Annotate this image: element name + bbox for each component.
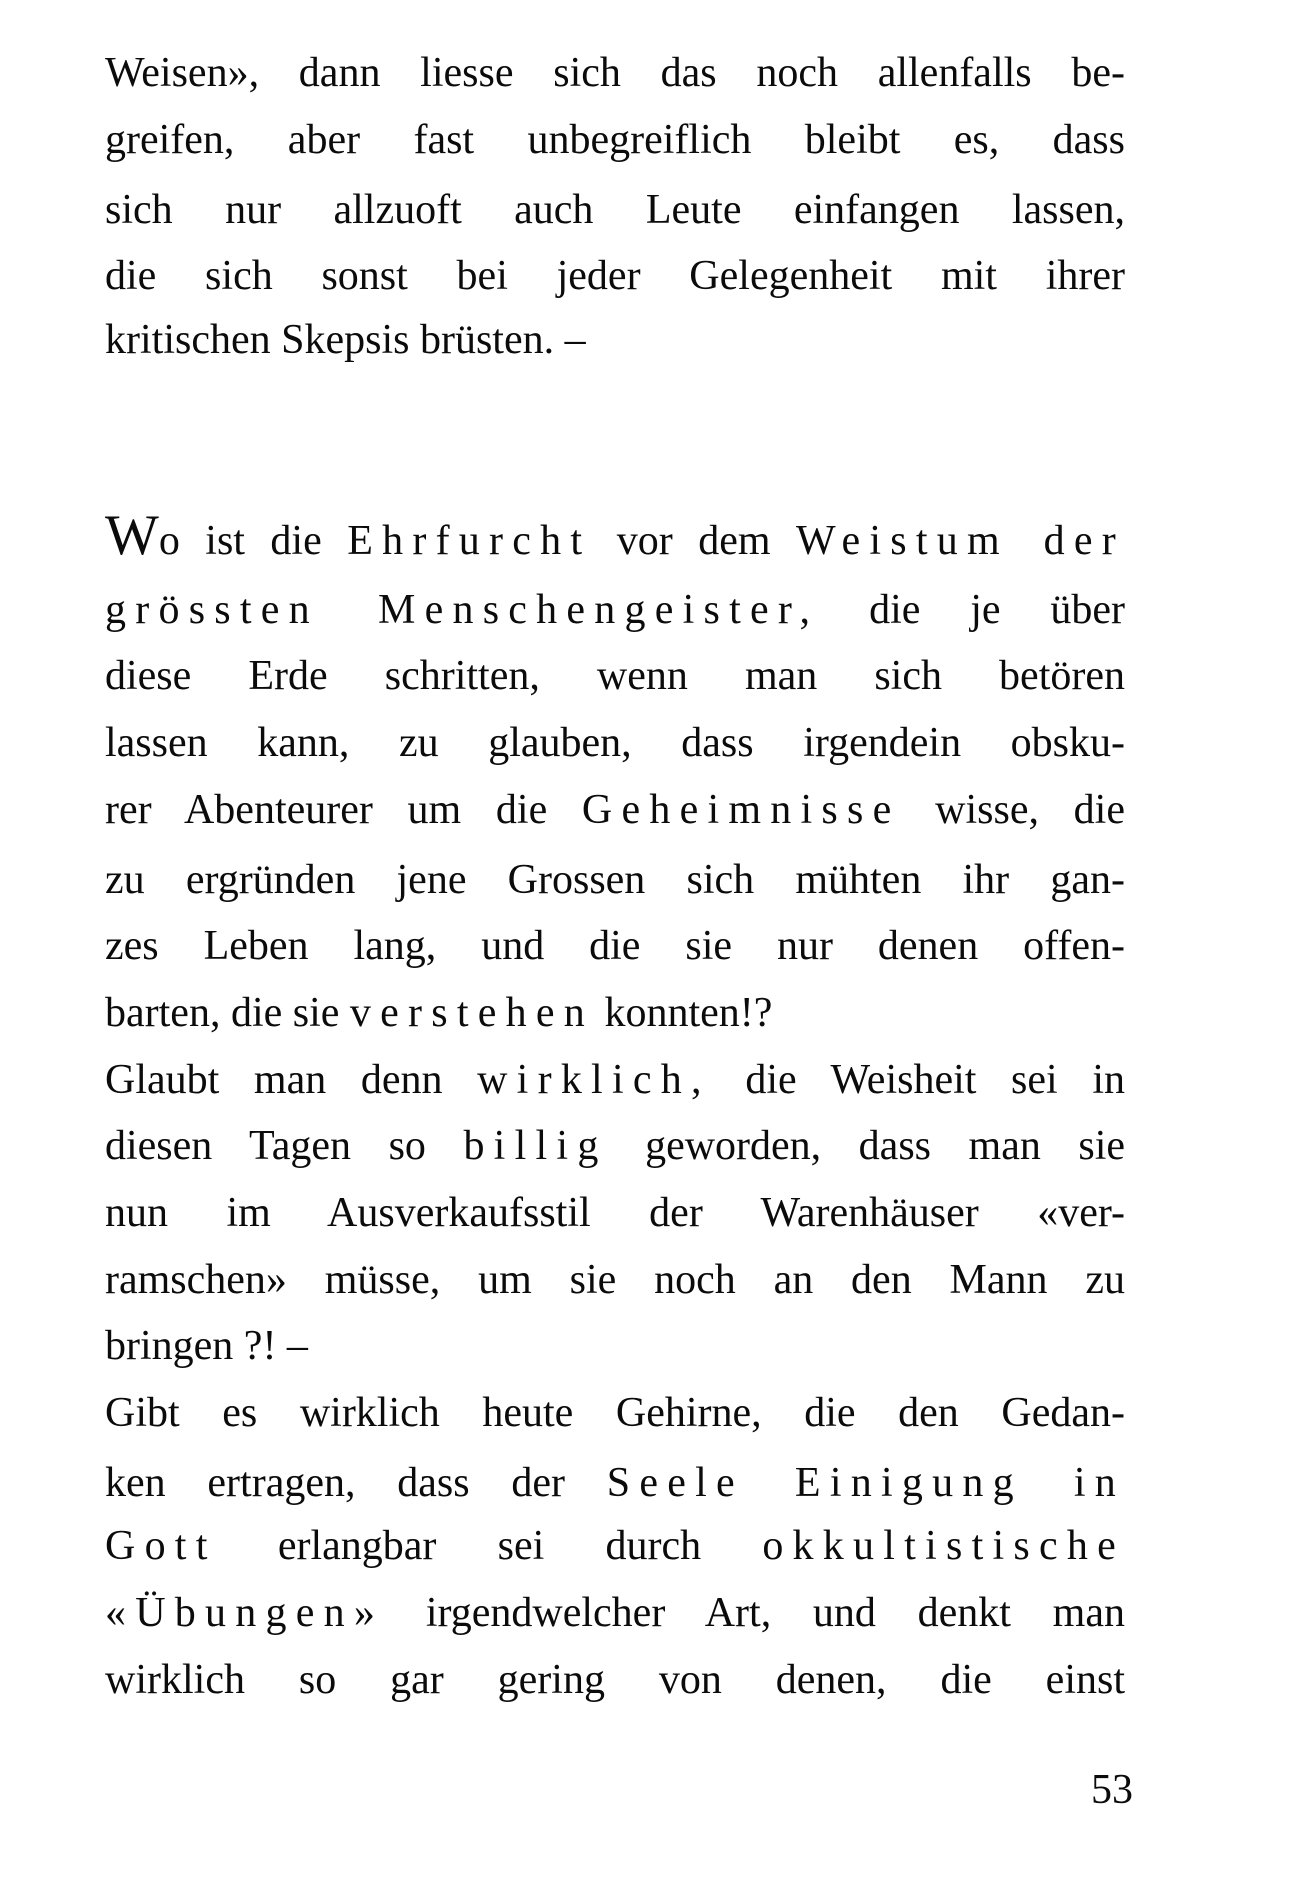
emphasized-text: Weistum der — [796, 518, 1126, 564]
text-run: erlangbar sei durch — [216, 1523, 763, 1569]
initial-capital: W — [105, 504, 159, 567]
text-run: die Weisheit sei in — [710, 1057, 1125, 1103]
text-line — [105, 857, 1125, 903]
text-run: nun im Ausverkaufsstil der Warenhäuser «ver- — [105, 1190, 1125, 1236]
text-run: wirklich so gar gering von denen, die einst — [105, 1657, 1125, 1703]
text-line — [105, 504, 1126, 567]
text-line — [105, 1523, 1125, 1569]
text-line — [105, 923, 1125, 969]
page-number: 53 — [1091, 1767, 1133, 1813]
text-run: Glaubt man denn — [105, 1057, 478, 1103]
text-line — [105, 1057, 1125, 1103]
text-run: diese Erde schritten, wenn man sich betören — [105, 653, 1125, 699]
text-run: zes Leben lang, und die sie nur denen offen- — [105, 923, 1125, 969]
text-run: ken ertragen, dass der — [105, 1460, 607, 1506]
text-line — [105, 117, 1125, 163]
text-line — [105, 990, 1125, 1036]
text-line — [105, 1460, 1125, 1506]
text-line — [105, 1190, 1125, 1236]
emphasized-text: verstehen — [349, 990, 594, 1036]
text-line — [105, 1257, 1125, 1303]
text-run: sich nur allzuoft auch Leute einfangen lassen, — [105, 187, 1125, 233]
text-line — [105, 1590, 1125, 1636]
emphasized-text: okkultistische — [762, 1523, 1125, 1569]
text-run: wisse, die — [900, 787, 1125, 833]
emphasized-text: Ehrfurcht — [347, 518, 592, 564]
emphasized-text: grössten Menschengeister, — [105, 587, 820, 633]
text-run: vor dem — [591, 518, 796, 564]
text-run: bringen ?! – — [105, 1323, 308, 1369]
text-run: greifen, aber fast unbegreiflich bleibt es, dass — [105, 117, 1125, 163]
text-run: zu ergründen jene Grossen sich mühten ihr gan- — [105, 857, 1125, 903]
text-run: konnten!? — [594, 990, 773, 1036]
emphasized-text: Geheimnisse — [581, 787, 901, 833]
emphasized-text: Gott — [105, 1523, 217, 1569]
text-line — [105, 1123, 1125, 1169]
text-line — [105, 187, 1125, 233]
text-line — [105, 253, 1125, 299]
text-run: lassen kann, zu glauben, dass irgendein obsku- — [105, 720, 1125, 766]
text-run: Gibt es wirklich heute Gehirne, die den Gedan- — [105, 1390, 1125, 1436]
emphasized-text: wirklich, — [477, 1057, 711, 1103]
text-run: die je über — [819, 587, 1125, 633]
text-line — [105, 787, 1125, 833]
text-line — [105, 50, 1125, 96]
text-line — [105, 1390, 1125, 1436]
text-run: die sich sonst bei jeder Gelegenheit mit ihrer — [105, 253, 1125, 299]
text-run: irgendwelcher Art, und denkt man — [384, 1590, 1125, 1636]
emphasized-text: «Übungen» — [105, 1590, 385, 1636]
text-line — [105, 653, 1125, 699]
text-run: rer Abenteurer um die — [105, 787, 582, 833]
text-run: kritischen Skepsis brüsten. – — [105, 317, 586, 363]
emphasized-text: billig — [463, 1123, 608, 1169]
text-run: ramschen» müsse, um sie noch an den Mann zu — [105, 1257, 1125, 1303]
text-line — [105, 720, 1125, 766]
text-run: diesen Tagen so — [105, 1123, 464, 1169]
text-run: geworden, dass man sie — [607, 1123, 1126, 1169]
text-line — [105, 1323, 1125, 1369]
text-run: barten, die sie — [105, 990, 350, 1036]
text-line — [105, 587, 1125, 633]
text-line — [105, 1657, 1125, 1703]
text-line — [105, 317, 1125, 363]
text-run: o ist die — [158, 518, 348, 564]
text-run: Weisen», dann liesse sich das noch allenfalls be- — [105, 50, 1125, 96]
emphasized-text: Seele Einigung in — [606, 1460, 1126, 1506]
